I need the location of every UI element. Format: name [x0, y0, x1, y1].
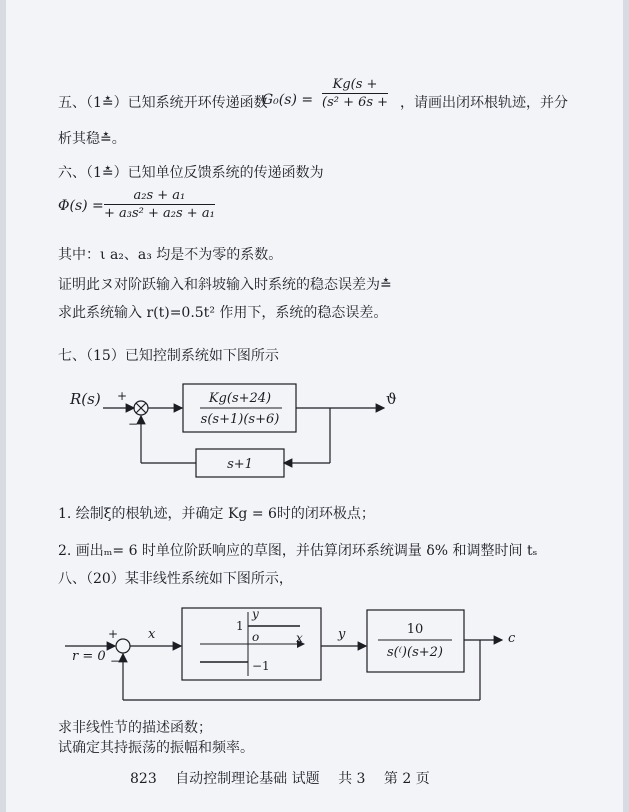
q8-summing-junction — [116, 639, 130, 653]
q8-plant-block — [367, 610, 464, 672]
q8-nl-minus-one-label: −1 — [252, 659, 270, 673]
q6-numerator: a₂s + a₁ — [104, 188, 215, 205]
q8-c-output-label: c — [508, 631, 516, 646]
q7-forward-numerator: Kg(s+24) — [208, 391, 272, 406]
q8-reference-label: r = 0 — [72, 649, 106, 664]
q5-line2: 析其稳≛。 — [58, 131, 126, 147]
q5-tail: ，请画出闭环根轨迹，并分 — [400, 95, 568, 111]
q6-where: 其中：ι a₂、a₃ 均是不为零的系数。 — [58, 247, 283, 263]
q8-lead: 八、（20）某非线性系统如下图所示， — [58, 571, 293, 587]
q7-minus-sign: − — [128, 417, 139, 431]
q7-feedback-label: s+1 — [227, 457, 253, 472]
q7-summing-junction — [134, 401, 148, 415]
q8-y-label: y — [338, 627, 346, 642]
q8-nl-x-label: x — [296, 631, 303, 645]
q7-input-label: R(s) — [70, 390, 101, 408]
q5-fraction — [322, 77, 388, 110]
q8-plant-numerator: 10 — [406, 622, 424, 637]
q5-numerator: Kg(s + — [322, 77, 388, 94]
q6-find: 求此系统输入 r(t)=0.5t² 作用下，系统的稳态误差。 — [58, 305, 388, 321]
q8-item1: 求非线性节的描述函数； — [58, 720, 212, 736]
q5-lead: 五、（1≛）已知系统开环传递函数 — [58, 95, 268, 111]
q5-denominator: (s² + 6s + — [322, 95, 389, 110]
q7-forward-denominator: s(s+1)(s+6) — [200, 412, 280, 427]
q6-fraction — [104, 188, 215, 221]
q7-diagram — [103, 384, 384, 477]
q7-plus-sign: + — [117, 389, 128, 403]
q7-feedback-block — [196, 449, 284, 477]
q7-forward-block — [183, 384, 296, 432]
footer-code: 823 — [130, 771, 157, 787]
q7-lead: 七、（15）已知控制系统如下图所示 — [58, 348, 279, 364]
q8-diagram — [65, 608, 502, 700]
q8-nl-y-label: y — [252, 607, 259, 621]
q6-prove: 证明此ヌ对阶跃输入和斜坡输入时系统的稳态误差为≛ — [58, 277, 392, 293]
q7-sum-cross-b — [136, 403, 146, 413]
q8-plant-denominator: s(⁽)(s+2) — [387, 645, 443, 660]
page-edge-right — [623, 0, 629, 812]
q7-item1: 1. 绘制ξ的根轨迹，并确定 Kg = 6时的闭环极点； — [58, 506, 375, 522]
footer-title: 自动控制理论基础 试题 — [175, 771, 320, 787]
page-footer — [130, 768, 444, 788]
q8-x-input-label: x — [148, 627, 156, 642]
footer-page: 第 2 页 — [383, 771, 430, 787]
page-edge-left — [0, 0, 6, 812]
q8-nl-one-label: 1 — [236, 619, 244, 633]
q6-lead: 六、（1≛）已知单位反馈系统的传递函数为 — [58, 165, 324, 181]
q8-nonlinear-block — [182, 608, 321, 680]
q8-nl-origin-label: o — [252, 630, 260, 644]
q6-phi: Φ(s) = — [58, 198, 104, 214]
q7-output-label: ϑ — [386, 390, 397, 408]
q7-item2: 2. 画出ₘ= 6 时单位阶跃响应的草图，并估算闭环系统调量 δ% 和调整时间 tₛ — [58, 543, 538, 559]
q5-g0: G₀(s) = — [262, 92, 314, 108]
q7-sum-cross-a — [136, 403, 146, 413]
q8-item2: 试确定其持振荡的振幅和频率。 — [58, 740, 254, 756]
q8-minus-sign: − — [110, 654, 121, 668]
footer-total: 共 3 — [338, 771, 366, 787]
q8-plus-sign: + — [108, 627, 119, 641]
q6-denominator: + a₃s² + a₂s + a₁ — [104, 206, 215, 221]
